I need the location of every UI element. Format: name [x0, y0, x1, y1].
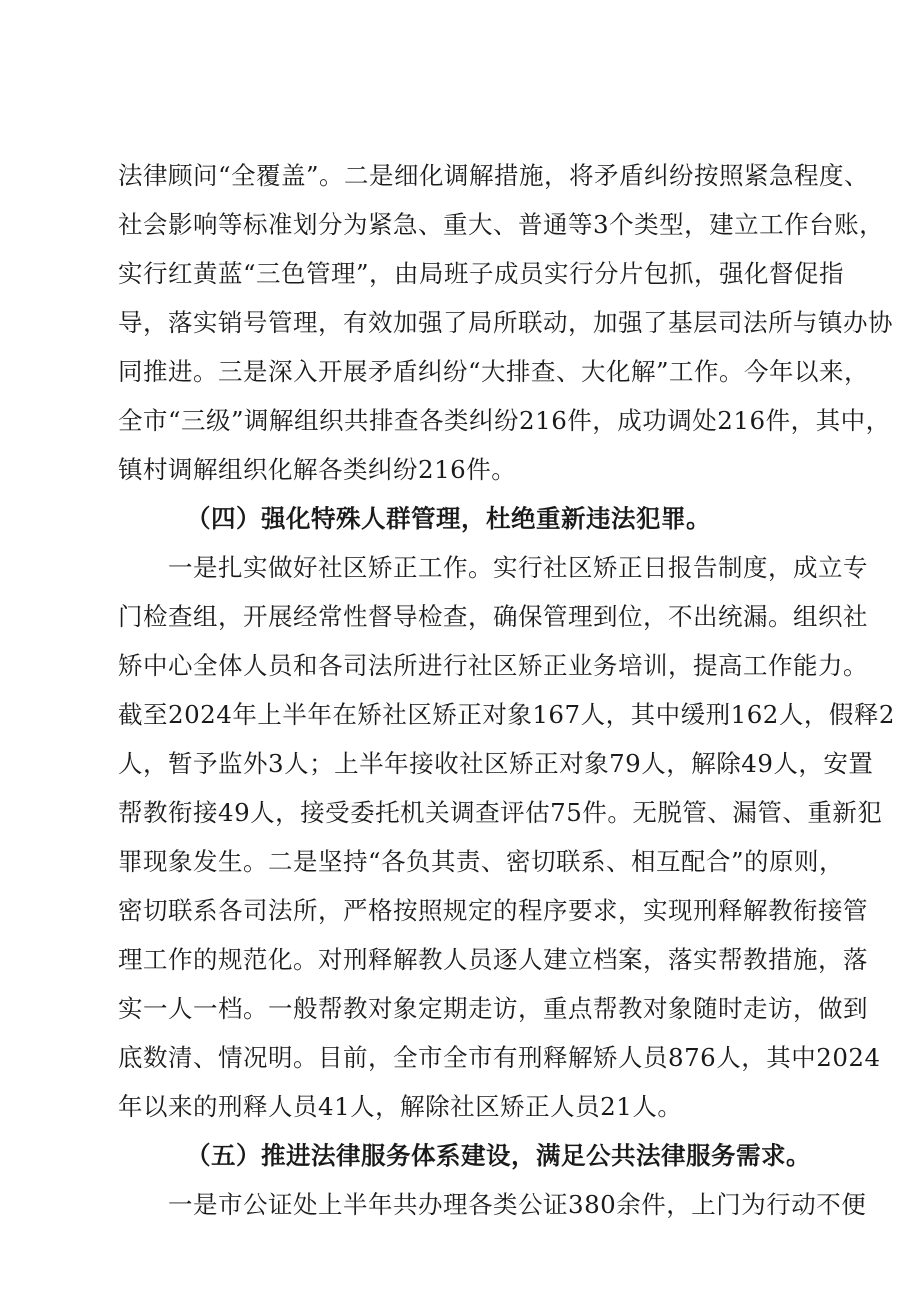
text-line: 实行红黄蓝“三色管理”，由局班子成员实行分片包抓，强化督促指	[118, 259, 845, 288]
text-line: 密切联系各司法所，严格按照规定的程序要求，实现刑释解教衔接管	[118, 896, 868, 925]
text-line: 全市“三级”调解组织共排查各类纠纷216件，成功调处216件，其中，	[118, 406, 891, 435]
section-heading-5: （五）推进法律服务体系建设，满足公共法律服务需求。	[186, 1141, 811, 1170]
section-heading-4: （四）强化特殊人群管理，杜绝重新违法犯罪。	[186, 504, 711, 533]
text-line: 矫中心全体人员和各司法所进行社区矫正业务培训，提高工作能力。	[118, 651, 868, 680]
text-line: 截至2024年上半年在矫社区矫正对象167人，其中缓刑162人，假释2	[118, 700, 895, 729]
text-line: 门检查组，开展经常性督导检查，确保管理到位，不出统漏。组织社	[118, 602, 868, 631]
text-line: 法律顾问“全覆盖”。二是细化调解措施，将矛盾纠纷按照紧急程度、	[118, 161, 870, 190]
text-line: 一是扎实做好社区矫正工作。实行社区矫正日报告制度，成立专	[168, 553, 868, 582]
text-line: 镇村调解组织化解各类纠纷216件。	[118, 455, 517, 484]
text-line: 实一人一档。一般帮教对象定期走访，重点帮教对象随时走访，做到	[118, 994, 868, 1023]
text-line: 罪现象发生。二是坚持“各负其责、密切联系、相互配合”的原则，	[118, 847, 845, 876]
text-line: 年以来的刑释人员41人，解除社区矫正人员21人。	[118, 1092, 683, 1121]
text-line: 人，暂予监外3人；上半年接收社区矫正对象79人，解除49人，安置	[118, 749, 874, 778]
text-line: 理工作的规范化。对刑释解教人员逐人建立档案，落实帮教措施，落	[118, 945, 868, 974]
text-line: 同推进。三是深入开展矛盾纠纷“大排查、大化解”工作。今年以来，	[118, 357, 870, 386]
text-line: 底数清、情况明。目前，全市全市有刑释解矫人员876人，其中2024	[118, 1043, 881, 1072]
text-line: 一是市公证处上半年共办理各类公证380余件，上门为行动不便	[168, 1190, 867, 1219]
text-line: 社会影响等标准划分为紧急、重大、普通等3个类型，建立工作台账，	[118, 210, 885, 239]
text-line: 导，落实销号管理，有效加强了局所联动，加强了基层司法所与镇办协	[118, 308, 893, 337]
text-line: 帮教衔接49人，接受委托机关调查评估75件。无脱管、漏管、重新犯	[118, 798, 883, 827]
